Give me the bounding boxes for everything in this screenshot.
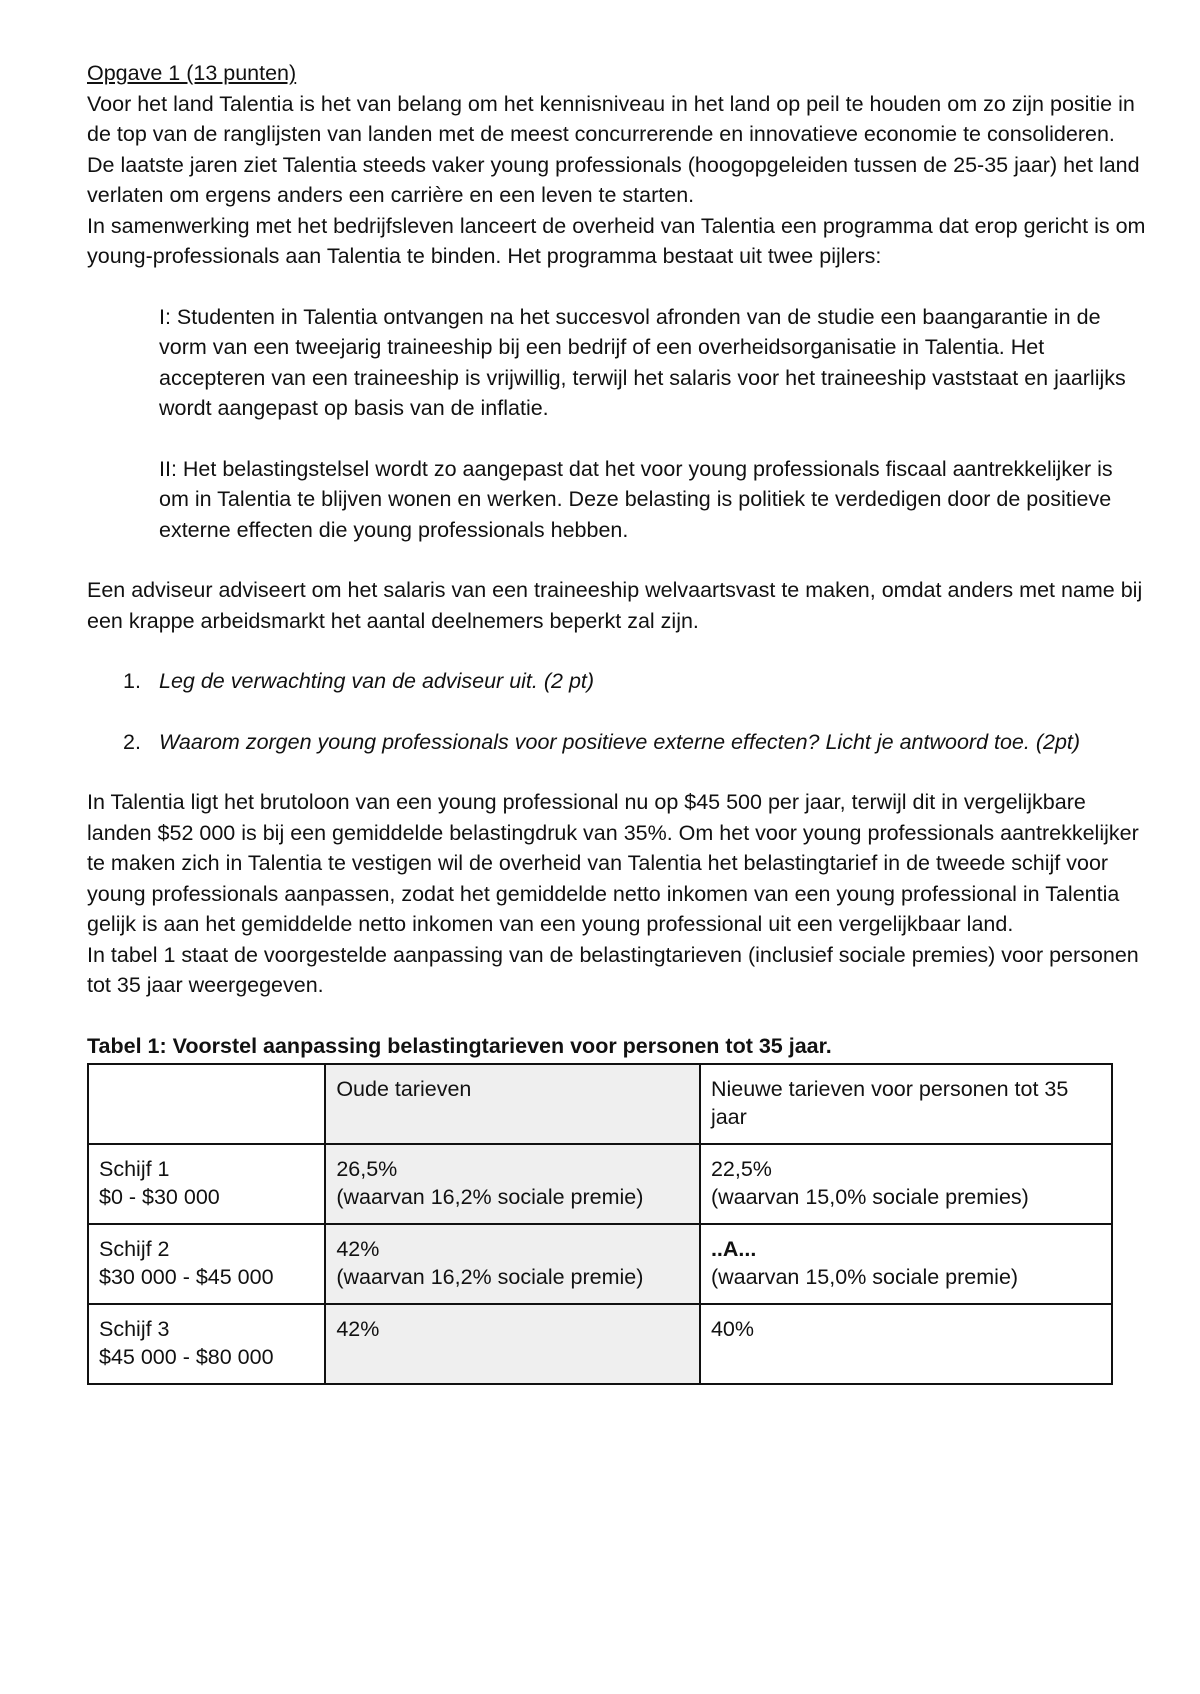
old-rate-cell (325, 1304, 700, 1384)
table-row (88, 1304, 1112, 1384)
question-text: Leg de verwachting van de adviseur uit. (2 pt) (159, 669, 595, 693)
header-cell-new-rates: Nieuwe tarieven voor personen tot 35 jaar (700, 1064, 1112, 1144)
document-page (87, 58, 1147, 1385)
bracket-cell (88, 1304, 325, 1384)
exercise-heading: Opgave 1 (13 punten) (87, 61, 297, 85)
table-row (88, 1224, 1112, 1304)
old-rate-note: (waarvan 16,2% sociale premie) (336, 1265, 644, 1289)
tax-rates-table (87, 1063, 1113, 1385)
old-rate-cell (325, 1144, 700, 1224)
old-rate: 26,5% (336, 1157, 398, 1181)
bracket-label: Schijf 1 (99, 1157, 170, 1181)
bracket-range: $45 000 - $80 000 (99, 1345, 274, 1369)
table-intro-paragraph: In tabel 1 staat de voorgestelde aanpassing van de belastingtarieven (inclusief sociale premies) voor personen tot 35 jaar weergegeven. (87, 942, 1139, 997)
bracket-cell (88, 1144, 325, 1224)
new-rate-placeholder: ..A... (710, 1237, 757, 1261)
header-cell-empty (88, 1064, 325, 1144)
question-number: 1. (123, 669, 141, 693)
question-text: Waarom zorgen young professionals voor positieve externe effecten? Licht je antwoord toe. (2pt) (159, 729, 1081, 754)
program-paragraph: In samenwerking met het bedrijfsleven lanceert de overheid van Talentia een programma dat erop gericht is om young-professionals aan Talentia te binden. Het programma bestaat uit twee pijlers: (87, 213, 1146, 268)
new-rate-cell (700, 1144, 1112, 1224)
new-rate-note: (waarvan 15,0% sociale premie) (710, 1265, 1019, 1289)
advisor-paragraph: Een adviseur adviseert om het salaris van een traineeship welvaartsvast te maken, omdat anders met name bij een krappe arbeidsmarkt het aantal deelnemers beperkt zal zijn. (87, 578, 1143, 633)
new-rate-cell (700, 1304, 1112, 1384)
bracket-label: Schijf 3 (99, 1317, 170, 1341)
old-rate: 42% (336, 1317, 380, 1341)
question-1 (87, 666, 1147, 697)
income-paragraph: In Talentia ligt het brutoloon van een young professional nu op $45 500 per jaar, terwijl dit in vergelijkbare landen $52 000 is bij een gemiddelde belastingdruk van 35%. Om het voor young professionals aantrekkelijker te maken zich in Talentia te vestigen wil de overheid van Talentia het belastingtarief in de tweede schijf voor young professionals aanpassen, zodat het gemiddelde netto inkomen van een young professional in Talentia gelijk is aan het gemiddelde netto inkomen van een young professional uit een vergelijkbaar land. (87, 790, 1139, 936)
pillar-2: II: Het belastingstelsel wordt zo aangepast dat het voor young professionals fiscaal aantrekkelijker is om in Talentia te blijven wonen en werken. Deze belasting is politiek te verdedigen door de positieve externe effecten die young professionals hebben. (159, 456, 1113, 542)
bracket-cell (88, 1224, 325, 1304)
bracket-label: Schijf 2 (99, 1237, 170, 1261)
intro-paragraph: Voor het land Talentia is het van belang om het kennisniveau in het land op peil te houden om zo zijn positie in de top van de ranglijsten van landen met de meest concurrerende en innovatieve economie te consolideren. De laatste jaren ziet Talentia steeds vaker young professionals (hoogopgeleiden tussen de 25-35 jaar) het land verlaten om ergens anders een carrière en een leven te starten. (87, 91, 1140, 207)
table-header-row (88, 1064, 1112, 1144)
question-2 (87, 727, 1147, 758)
question-list (87, 666, 1147, 757)
question-number: 2. (123, 729, 141, 754)
new-rate-cell (700, 1224, 1112, 1304)
header-cell-old-rates: Oude tarieven (325, 1064, 700, 1144)
bracket-range: $0 - $30 000 (99, 1185, 220, 1209)
old-rate-cell (325, 1224, 700, 1304)
bracket-range: $30 000 - $45 000 (99, 1265, 274, 1289)
new-rate: 40% (710, 1317, 754, 1341)
old-rate: 42% (336, 1237, 380, 1261)
new-rate: 22,5% (710, 1157, 772, 1181)
pillar-1: I: Studenten in Talentia ontvangen na het succesvol afronden van de studie een baangarantie in de vorm van een tweejarig traineeship bij een bedrijf of een overheidsorganisatie in Talentia. Het accepteren van een traineeship is vrijwillig, terwijl het salaris voor het traineeship vaststaat en jaarlijks wordt aangepast op basis van de inflatie. (159, 304, 1126, 420)
table-caption: Tabel 1: Voorstel aanpassing belastingtarieven voor personen tot 35 jaar. (87, 1033, 832, 1058)
new-rate-note: (waarvan 15,0% sociale premies) (710, 1185, 1029, 1209)
old-rate-note: (waarvan 16,2% sociale premie) (336, 1185, 644, 1209)
table-row (88, 1144, 1112, 1224)
